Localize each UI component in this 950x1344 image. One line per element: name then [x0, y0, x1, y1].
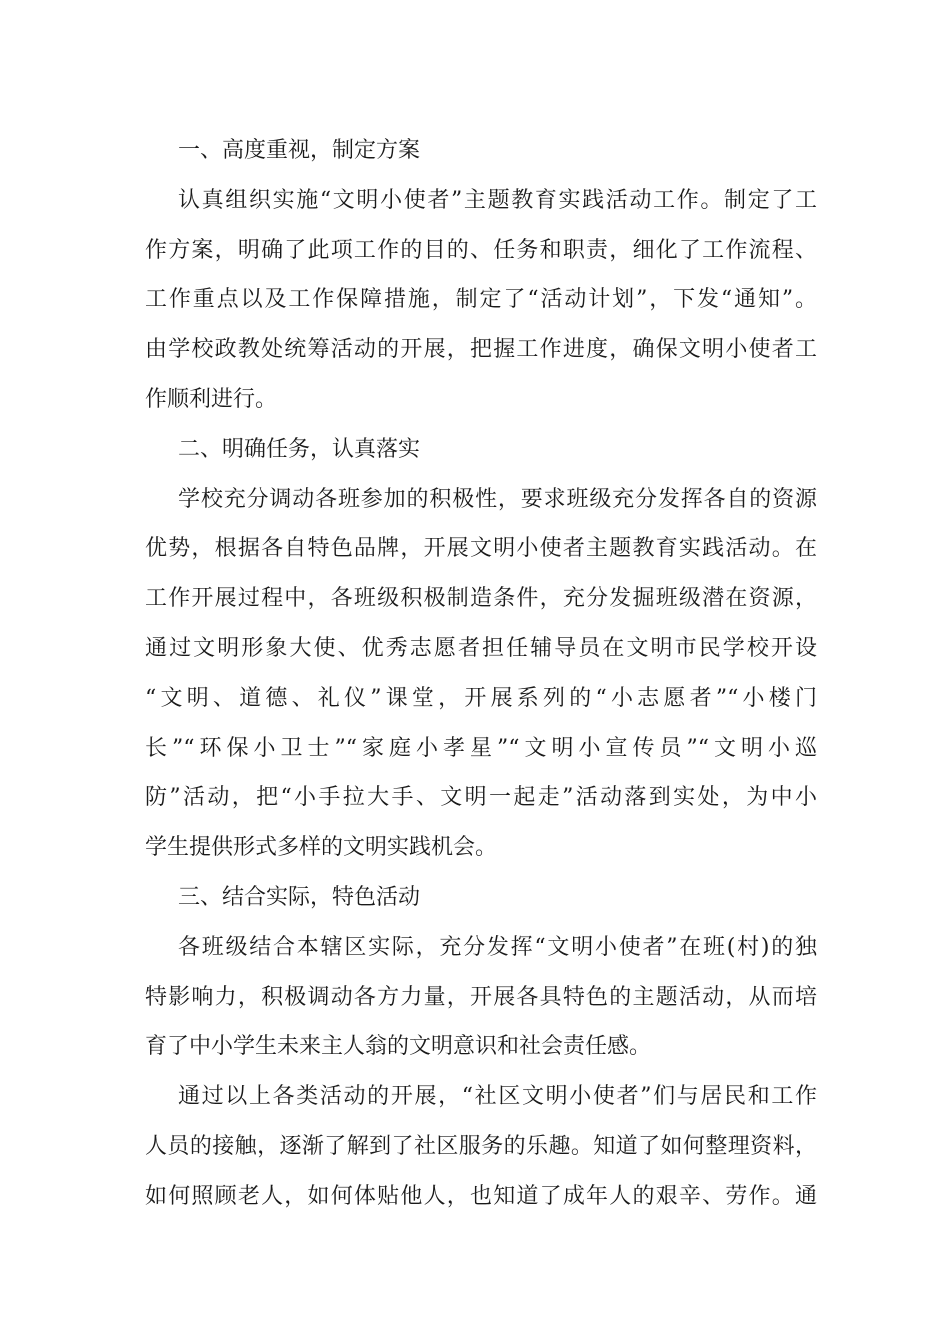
paragraph-line: 如何照顾老人，如何体贴他人，也知道了成年人的艰辛、劳作。通: [145, 1183, 817, 1209]
paragraph-line: 工作开展过程中，各班级积极制造条件，充分发掘班级潜在资源，: [145, 586, 817, 612]
paragraph-line: 通过以上各类活动的开展，“社区文明小使者”们与居民和工作: [178, 1084, 817, 1110]
paragraph-line: 作方案，明确了此项工作的目的、任务和职责，细化了工作流程、: [145, 237, 817, 263]
paragraph-line: “文明、道德、礼仪”课堂，开展系列的“小志愿者”“小楼门: [145, 685, 817, 711]
section-heading: 二、明确任务，认真落实: [178, 436, 421, 462]
paragraph-line: 学生提供形式多样的文明实践机会。: [145, 835, 498, 861]
paragraph-line: 通过文明形象大使、优秀志愿者担任辅导员在文明市民学校开设: [145, 635, 817, 661]
paragraph-line: 作顺利进行。: [145, 386, 278, 412]
paragraph-line: 人员的接触，逐渐了解到了社区服务的乐趣。知道了如何整理资料，: [145, 1133, 817, 1159]
paragraph-line: 特影响力，积极调动各方力量，开展各具特色的主题活动，从而培: [145, 984, 817, 1010]
paragraph-line: 各班级结合本辖区实际，充分发挥“文明小使者”在班(村)的独: [178, 934, 817, 960]
section-heading: 三、结合实际，特色活动: [178, 884, 421, 910]
paragraph-line: 由学校政教处统筹活动的开展，把握工作进度，确保文明小使者工: [145, 337, 817, 363]
paragraph-line: 工作重点以及工作保障措施，制定了“活动计划”，下发“通知”。: [145, 287, 817, 313]
section-heading: 一、高度重视，制定方案: [178, 138, 421, 163]
paragraph-line: 长”“环保小卫士”“家庭小孝星”“文明小宣传员”“文明小巡: [145, 735, 817, 761]
paragraph-line: 学校充分调动各班参加的积极性，要求班级充分发挥各自的资源: [178, 486, 817, 512]
paragraph-line: 防”活动，把“小手拉大手、文明一起走”活动落到实处，为中小: [145, 785, 817, 811]
paragraph-line: 优势，根据各自特色品牌，开展文明小使者主题教育实践活动。在: [145, 536, 817, 562]
paragraph-line: 育了中小学生未来主人翁的文明意识和社会责任感。: [145, 1034, 652, 1060]
document-body: [145, 126, 817, 1222]
paragraph-line: 认真组织实施“文明小使者”主题教育实践活动工作。制定了工: [178, 187, 817, 213]
